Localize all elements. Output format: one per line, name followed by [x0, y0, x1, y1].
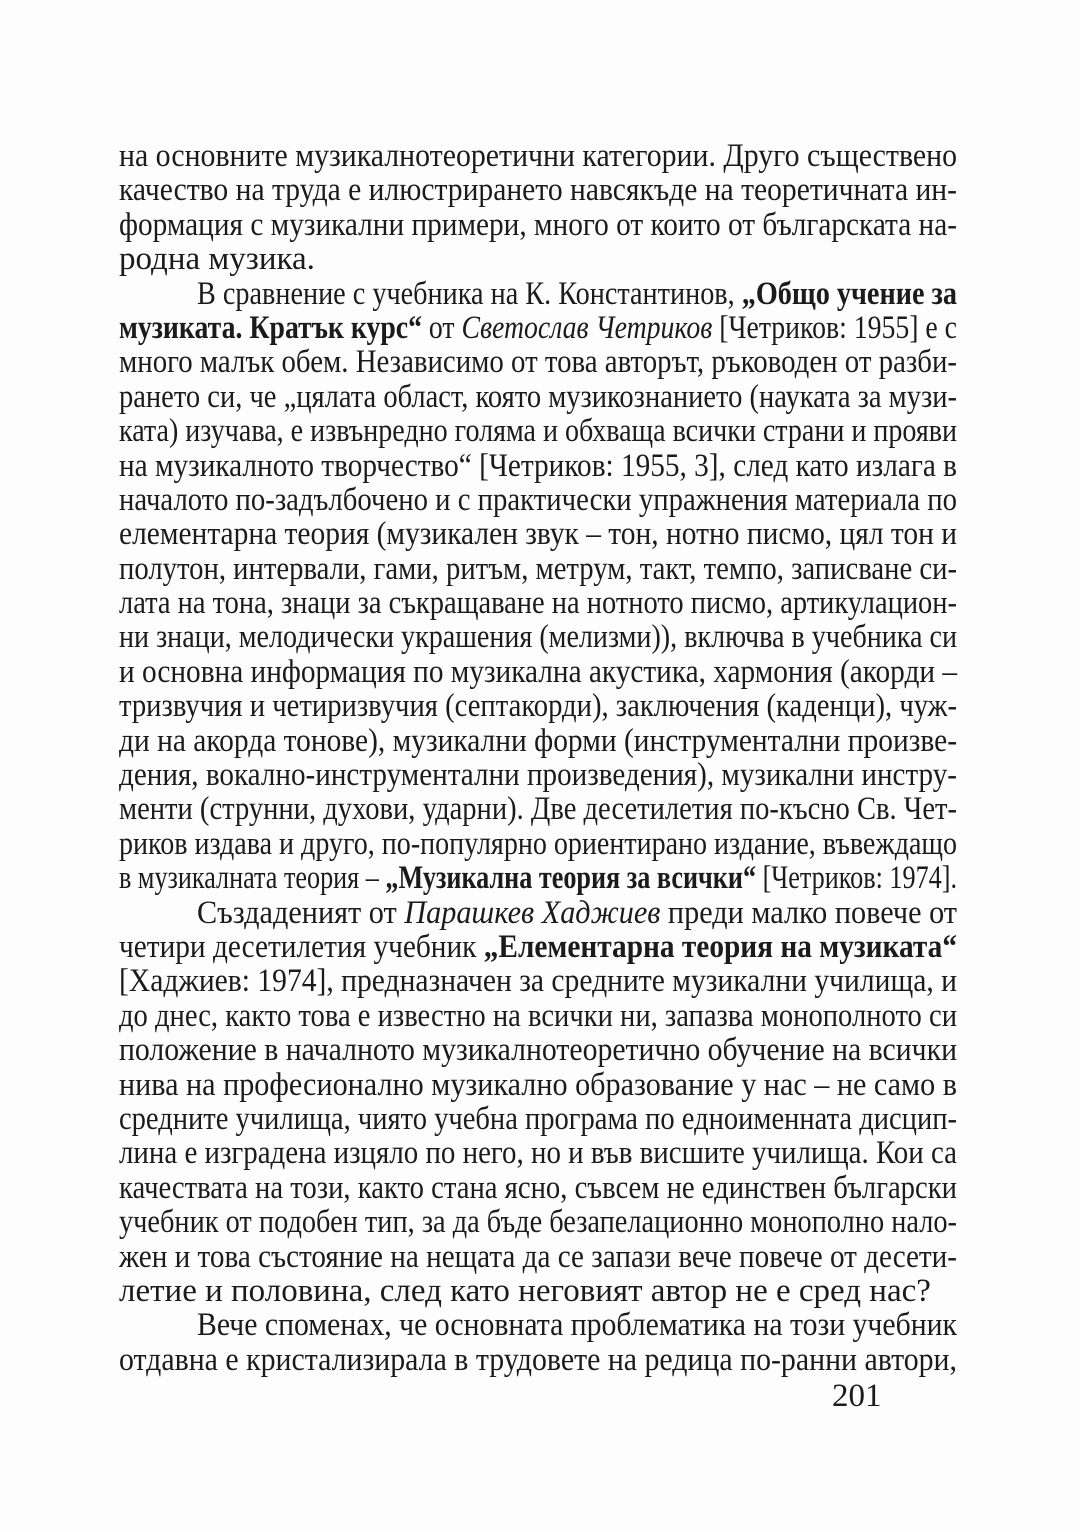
text-line: [119, 1171, 957, 1205]
text-line: [119, 1240, 957, 1274]
bold-text: „Общо учение за: [741, 275, 957, 312]
text-line: [119, 414, 957, 448]
body-text: Вече споменах, че основната проблематика на този учебник: [197, 1307, 957, 1344]
text-line: [119, 517, 957, 551]
body-text: дения, вокално-инструментални произведения), музикални инстру-: [119, 757, 957, 794]
body-text: на музикалното творчество“ [Четриков: 1955, 3], след като излага в: [119, 447, 957, 484]
text-line: [197, 1308, 957, 1342]
body-text: [Четриков: 1974].: [756, 860, 958, 897]
body-text: ди на акорда тонове), музикални форми (инструментални произве-: [119, 722, 957, 759]
bold-text: „Музикална теория за всички“: [385, 860, 757, 897]
text-line: [119, 930, 957, 964]
text-line: [119, 345, 957, 379]
text-line: [119, 999, 957, 1033]
body-text: лина е изградена изцяло по него, но и във висшите училища. Кои са: [119, 1135, 957, 1172]
text-line: [119, 964, 957, 998]
text-line: [119, 483, 957, 517]
body-text: качествата на този, както стана ясно, съвсем не единствен български: [119, 1169, 957, 1206]
body-text: нива на професионално музикално образование у нас – не само в: [119, 1066, 957, 1103]
body-text: родна музика.: [119, 241, 315, 278]
body-text: летие и половина, след като неговият автор не е сред нас?: [119, 1272, 931, 1309]
body-text: тризвучия и четиризвучия (септакорди), заключения (каденци), чуж-: [119, 688, 957, 725]
text-line: [119, 1068, 957, 1102]
body-text: на основните музикалнотеоретични категории. Друго съществено: [119, 138, 957, 174]
body-text: средните училища, чиято учебна програма по едноименната дисцип-: [119, 1100, 957, 1137]
text-line: [119, 1274, 957, 1308]
text-column: [119, 139, 957, 1377]
body-text: ката) изучава, е извънредно голяма и обхваща всички страни и прояви: [119, 413, 957, 450]
text-line: [119, 620, 957, 654]
body-text: положение в началното музикалнотеоретично обучение на всички: [119, 1032, 957, 1069]
body-text: от: [421, 309, 462, 346]
text-line: [119, 1102, 957, 1136]
body-text: преди малко повече от: [660, 894, 957, 931]
text-line: [119, 689, 957, 723]
body-text: менти (струнни, духови, ударни). Две десетилетия по-късно Св. Чет-: [119, 791, 957, 828]
text-line: [119, 173, 957, 207]
text-line: [119, 655, 957, 689]
text-line: [119, 139, 957, 173]
text-line: [119, 449, 957, 483]
body-text: в музикалната теория –: [119, 860, 386, 897]
body-text: В сравнение с учебника на К. Константинов,: [197, 275, 742, 312]
body-text: рането си, че „цялата област, която музикознанието (науката за музи-: [119, 378, 957, 415]
italic-text: Парашкев Хаджиев: [404, 894, 661, 931]
bold-text: музиката. Кратък курс“: [119, 309, 422, 346]
body-text: и основна информация по музикална акустика, хармония (акорди –: [119, 653, 957, 690]
text-line: [119, 242, 957, 276]
body-text: риков издава и друго, по-популярно ориентирано издание, въвеждащо: [119, 825, 957, 862]
italic-text: Светослав Четриков: [461, 309, 713, 346]
body-text: полутон, интервали, гами, ритъм, метрум, такт, темпо, записване си-: [119, 550, 957, 587]
text-line: [119, 311, 957, 345]
text-line: [119, 861, 957, 895]
text-line: [119, 758, 957, 792]
text-line: [197, 896, 957, 930]
bold-text: „Елементарна теория на музиката“: [483, 928, 957, 965]
body-text: началото по-задълбочено и с практически упражнения материала по: [119, 481, 957, 518]
text-line: [119, 724, 957, 758]
text-line: [119, 1033, 957, 1067]
body-text: отдавна е кристализирала в трудовете на редица по-ранни автори,: [119, 1341, 957, 1378]
text-line: [119, 380, 957, 414]
text-line: [119, 208, 957, 242]
text-line: [119, 586, 957, 620]
body-text: много малък обем. Независимо от това авторът, ръководен от разби-: [119, 344, 957, 381]
body-text: [Четриков: 1955] е с: [712, 309, 957, 346]
body-text: четири десетилетия учебник: [119, 928, 484, 965]
body-text: до днес, както това е известно на всички ни, запазва монополното си: [119, 997, 957, 1034]
body-text: лата на тона, знаци за съкращаване на нотното писмо, артикулацион-: [119, 585, 957, 622]
page-number: 201: [832, 1378, 882, 1414]
body-text: Създаденият от: [197, 894, 405, 931]
text-line: [197, 277, 957, 311]
body-text: качество на труда е илюстрирането навсякъде на теоретичната ин-: [119, 172, 957, 209]
body-text: учебник от подобен тип, за да бъде безапелационно монополно нало-: [119, 1204, 957, 1241]
text-line: [119, 1205, 957, 1239]
body-text: формация с музикални примери, много от които от българската на-: [119, 206, 957, 243]
body-text: ни знаци, мелодически украшения (мелизми)), включва в учебника си: [119, 619, 957, 656]
body-text: елементарна теория (музикален звук – тон, нотно писмо, цял тон и: [119, 516, 957, 553]
text-line: [119, 1343, 957, 1377]
text-line: [119, 1136, 957, 1170]
text-line: [119, 827, 957, 861]
text-line: [119, 792, 957, 826]
body-text: жен и това състояние на нещата да се запази вече повече от десети-: [119, 1238, 957, 1275]
body-text: [Хаджиев: 1974], предназначен за средните музикални училища, и: [119, 963, 957, 1000]
text-line: [119, 552, 957, 586]
